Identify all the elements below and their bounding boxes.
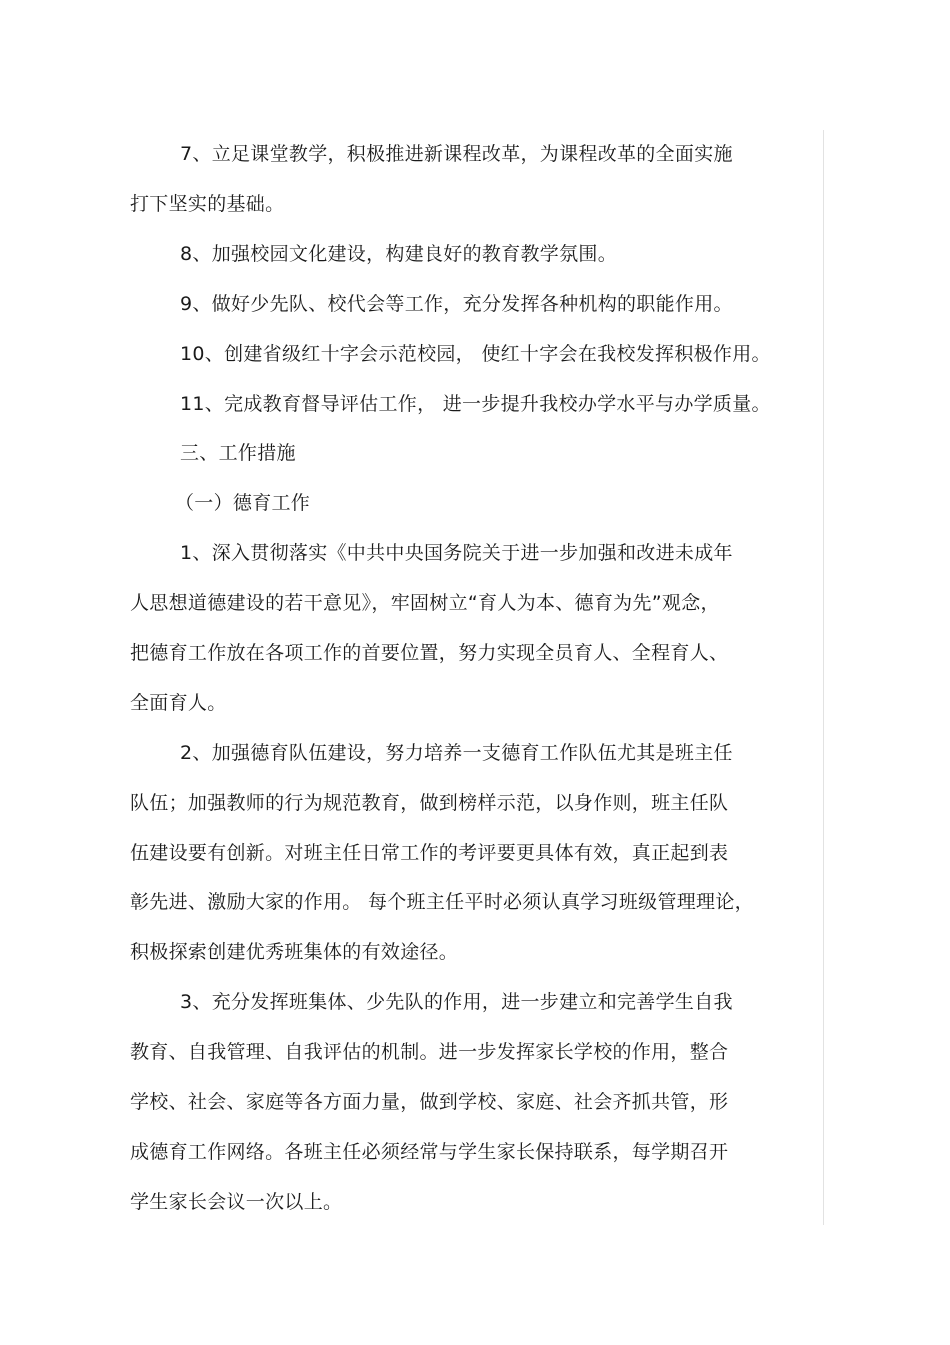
- item-3-line-4: 成德育工作网络。各班主任必须经常与学生家长保持联系，每学期召开: [130, 1141, 729, 1163]
- page-margin-rule: [823, 130, 824, 1225]
- subsection-heading-moral-education: （一）德育工作: [175, 492, 311, 514]
- paragraph-7-line-1: 7、立足课堂教学，积极推进新课程改革，为课程改革的全面实施: [180, 143, 733, 165]
- item-2-line-2: 队伍；加强教师的行为规范教育，做到榜样示范，以身作则，班主任队: [130, 792, 729, 814]
- item-2-line-5: 积极探索创建优秀班集体的有效途径。: [130, 941, 459, 963]
- paragraph-8: 8、加强校园文化建设，构建良好的教育教学氛围。: [180, 243, 617, 265]
- item-2-line-3: 伍建设要有创新。对班主任日常工作的考评要更具体有效，真正起到表: [130, 842, 729, 864]
- item-1-line-1: 1、深入贯彻落实《中共中央国务院关于进一步加强和改进未成年: [180, 542, 733, 564]
- paragraph-10: 10、创建省级红十字会示范校园， 使红十字会在我校发挥积极作用。: [180, 343, 771, 365]
- item-1-line-4: 全面育人。: [130, 692, 227, 714]
- paragraph-11: 11、完成教育督导评估工作， 进一步提升我校办学水平与办学质量。: [180, 393, 771, 415]
- item-3-line-2: 教育、自我管理、自我评估的机制。进一步发挥家长学校的作用，整合: [130, 1041, 729, 1063]
- item-2-line-1: 2、加强德育队伍建设，努力培养一支德育工作队伍尤其是班主任: [180, 742, 733, 764]
- item-3-line-1: 3、充分发挥班集体、少先队的作用，进一步建立和完善学生自我: [180, 991, 733, 1013]
- item-3-line-3: 学校、社会、家庭等各方面力量，做到学校、家庭、社会齐抓共管，形: [130, 1091, 729, 1113]
- item-1-line-2: 人思想道德建设的若干意见》，牢固树立“育人为本、德育为先”观念，: [130, 592, 720, 614]
- item-1-line-3: 把德育工作放在各项工作的首要位置，努力实现全员育人、全程育人、: [130, 642, 729, 664]
- paragraph-9: 9、做好少先队、校代会等工作，充分发挥各种机构的职能作用。: [180, 293, 733, 315]
- item-3-line-5: 学生家长会议一次以上。: [130, 1191, 343, 1213]
- paragraph-7-line-2: 打下坚实的基础。: [130, 193, 285, 215]
- item-2-line-4: 彰先进、激励大家的作用。 每个班主任平时必须认真学习班级管理理论，: [130, 891, 754, 913]
- section-heading-measures: 三、工作措施: [180, 442, 296, 464]
